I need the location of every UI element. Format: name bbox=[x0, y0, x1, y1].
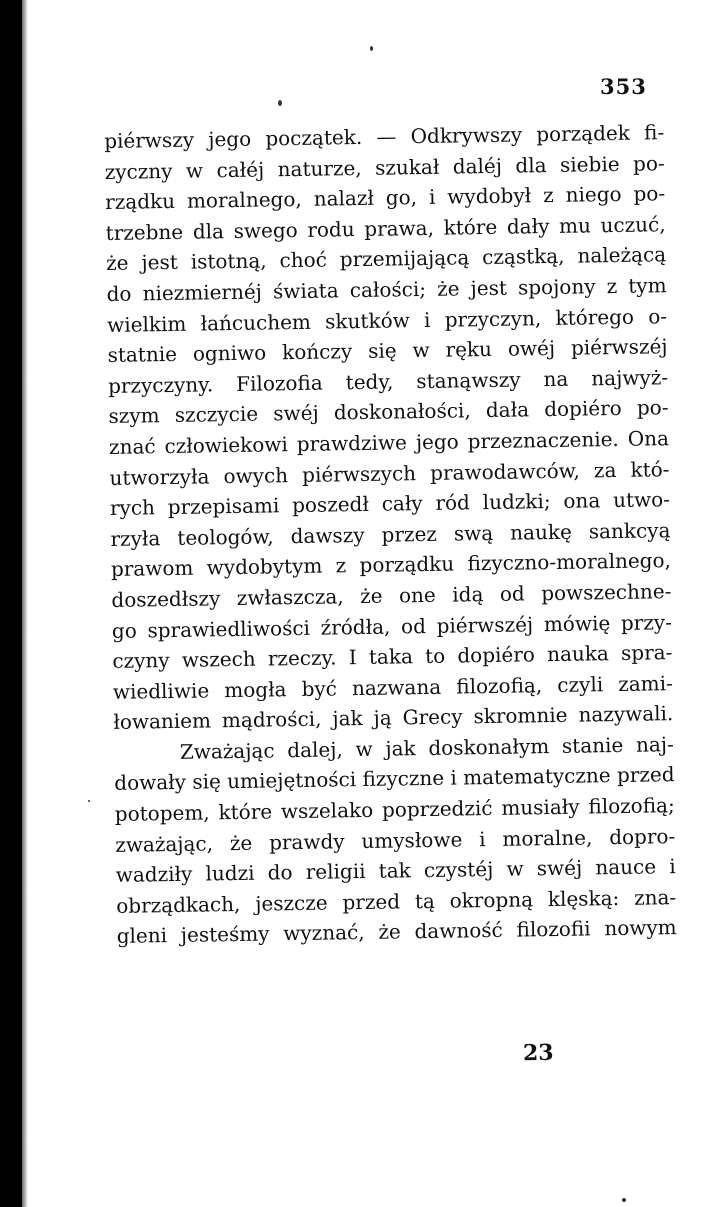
ink-speck bbox=[88, 800, 90, 802]
paragraph-first-line: Zważając dalej, w jak doskonałym stanie naj- bbox=[179, 732, 674, 764]
text-line: czyny wszech rzeczy. I taka to dopiéro nauka spra- bbox=[112, 640, 673, 674]
text-line: łowaniem mądrości, jak ją Grecy skromnie nazywali. bbox=[113, 701, 674, 735]
text-line: gleni jesteśmy wyznać, że dawność filozofii nowym bbox=[116, 915, 677, 949]
ink-speck bbox=[622, 1198, 626, 1202]
text-line: rych przepisami poszedł cały ród ludzki; ona utwo- bbox=[109, 487, 671, 521]
text-line: przyczyny. Filozofia tedy, stanąwszy na najwyż- bbox=[107, 364, 669, 398]
text-line: dowały się umiejętności fizyczne i matematyczne przed bbox=[114, 762, 675, 796]
text-line: znać człowiekowi prawdziwe jego przeznaczenie. Ona bbox=[108, 426, 670, 459]
ink-speck bbox=[278, 100, 282, 106]
text-line: go sprawiedliwości źródła, od piérwszéj mówię przy- bbox=[111, 609, 673, 643]
text-line: prawom wydobytym z porządku fizyczno-moralnego, bbox=[110, 548, 672, 582]
signature-mark: 23 bbox=[522, 1039, 554, 1067]
text-line: rządku moralnego, nalazł go, i wydobył z niego po- bbox=[105, 181, 666, 215]
text-line: piérwszy jego początek. — Odkrywszy porządek fi- bbox=[104, 120, 665, 153]
book-binding-edge bbox=[0, 0, 22, 1207]
text-line: rzyła teologów, dawszy przez swą naukę sankcyą bbox=[110, 517, 671, 551]
text-line: trzebne dla swego rodu prawa, które dały mu uczuć, bbox=[105, 211, 666, 245]
text-line: szym szczycie swéj doskonałości, dała dopiéro po- bbox=[108, 395, 669, 429]
text-line: wadziły ludzi do religii tak czystéj w swéj nauce i bbox=[115, 854, 676, 888]
ink-speck bbox=[370, 46, 373, 51]
text-line: wielkim łańcuchem skutków i przyczyn, którego o- bbox=[106, 303, 668, 337]
text-line: statnie ogniwo kończy się w ręku owéj piérwszéj bbox=[107, 334, 668, 368]
text-line: zważając, że prawdy umysłowe i moralne, dopro- bbox=[115, 823, 676, 857]
text-line: zyczny w całéj naturze, szukał daléj dla siebie po- bbox=[104, 150, 665, 184]
text-line: utworzyła owych piérwszych prawodawców, za któ- bbox=[109, 456, 670, 490]
body-text bbox=[104, 117, 677, 952]
text-line: że jest istotną, choć przemijającą cząstką, należącą bbox=[105, 242, 667, 276]
text-line: potopem, które wszelako poprzedzić musiały filozofią; bbox=[114, 793, 675, 826]
page-number: 353 bbox=[600, 74, 647, 99]
text-line: wiedliwie mogła być nazwana filozofią, czyli zami- bbox=[112, 670, 674, 704]
text-line: doszedłszy zwłaszcza, że one idą od powszechne- bbox=[111, 579, 672, 612]
text-line: do niezmiernéj świata całości; że jest spojony z tym bbox=[106, 273, 667, 306]
binding-shadow bbox=[22, 0, 28, 1207]
text-line: obrządkach, jeszcze przed tą okropną klęską: zna- bbox=[116, 884, 677, 918]
